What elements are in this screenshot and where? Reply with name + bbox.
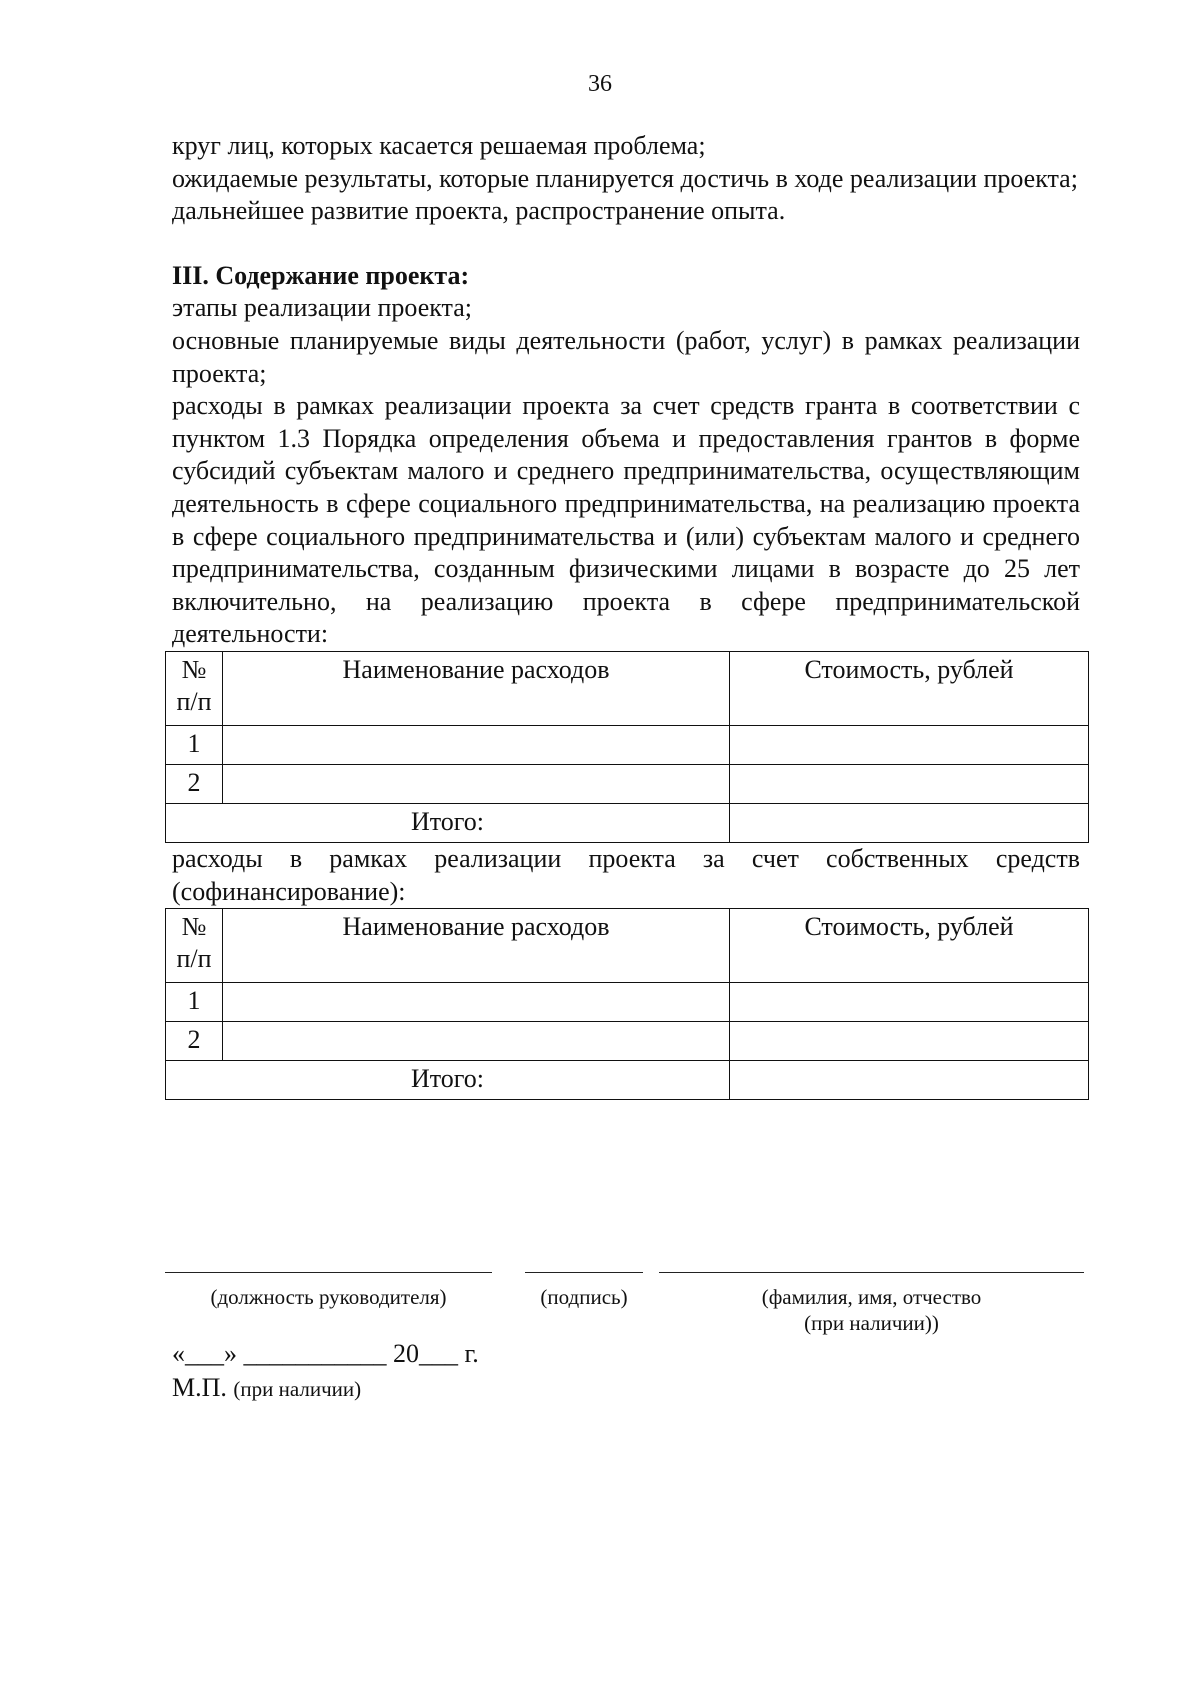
date-line: «___» ___________ 20___ г. xyxy=(172,1339,479,1368)
full-name-caption-line: (при наличии)) xyxy=(804,1311,939,1335)
header-number-pp: п/п xyxy=(176,686,212,716)
table-row xyxy=(166,983,1089,1022)
section-item: основные планируемые виды деятельности (работ, услуг) в рамках реализации проекта; xyxy=(172,325,1080,388)
table-row xyxy=(166,764,1089,803)
row-number: 1 xyxy=(166,983,223,1022)
intro-line: круг лиц, которых касается решаемая проблема; xyxy=(172,131,706,160)
column-header-name: Наименование расходов xyxy=(223,909,730,983)
grant-expenses-table xyxy=(165,651,1089,843)
stamp-note: (при наличии) xyxy=(233,1377,362,1401)
expense-cost-cell xyxy=(730,764,1089,803)
total-row xyxy=(166,803,1089,842)
stamp-label: М.П. xyxy=(172,1373,227,1402)
own-funds-expenses-table xyxy=(165,908,1089,1100)
expense-name-cell xyxy=(223,1022,730,1061)
total-label: Итого: xyxy=(166,803,730,842)
full-name-caption-line: (фамилия, имя, отчество xyxy=(761,1285,982,1309)
row-number: 1 xyxy=(166,725,223,764)
row-number: 2 xyxy=(166,1022,223,1061)
row-number: 2 xyxy=(166,764,223,803)
column-header-number xyxy=(166,651,223,725)
stamp-line xyxy=(172,1372,361,1405)
header-number-pp: п/п xyxy=(176,944,212,974)
intro-line: дальнейшее развитие проекта, распространение опыта. xyxy=(172,196,786,226)
position-signature-line xyxy=(165,1272,492,1273)
page-number: 36 xyxy=(588,71,612,97)
column-header-name: Наименование расходов xyxy=(223,651,730,725)
section-heading: III. Содержание проекта: xyxy=(172,260,470,290)
full-name-signature-line xyxy=(659,1272,1084,1273)
column-header-cost: Стоимость, рублей xyxy=(730,651,1089,725)
document-body xyxy=(172,130,1080,1100)
expense-name-cell xyxy=(223,764,730,803)
section-item: этапы реализации проекта; xyxy=(172,293,472,323)
section-item: расходы в рамках реализации проекта за счет средств гранта в соответствии с пунктом 1.3 Порядка определения объема и предоставления грантов в форме субсидий субъектам малого и среднего предпринимательства, осуществляющим деятельность в сфере социального предпринимательства, на реализацию проекта в сфере социального предпринимательства и (или) субъектам малого и среднего предпринимательства, созданным физическими лицами в возрасте до 25 лет включительно, на реализацию проекта в сфере предпринимательской деятельности: xyxy=(172,391,1080,649)
own-funds-text: расходы в рамках реализации проекта за счет собственных средств (софинансирование): xyxy=(172,843,1080,906)
expense-cost-cell xyxy=(730,725,1089,764)
signature-caption: (подпись) xyxy=(540,1285,628,1309)
expense-cost-cell xyxy=(730,983,1089,1022)
total-cost-cell xyxy=(730,1061,1089,1100)
total-label: Итого: xyxy=(166,1061,730,1100)
total-row xyxy=(166,1061,1089,1100)
table-row xyxy=(166,725,1089,764)
column-header-number xyxy=(166,909,223,983)
expense-name-cell xyxy=(223,725,730,764)
position-caption: (должность руководителя) xyxy=(210,1285,447,1309)
total-cost-cell xyxy=(730,803,1089,842)
expense-cost-cell xyxy=(730,1022,1089,1061)
full-name-caption xyxy=(659,1284,1084,1336)
header-number-symbol: № xyxy=(181,654,207,684)
table-row xyxy=(166,1022,1089,1061)
expense-name-cell xyxy=(223,983,730,1022)
header-number-symbol: № xyxy=(181,912,207,942)
signature-line xyxy=(525,1272,643,1273)
intro-line: ожидаемые результаты, которые планируется достичь в ходе реализации проекта; xyxy=(172,163,1078,193)
column-header-cost: Стоимость, рублей xyxy=(730,909,1089,983)
